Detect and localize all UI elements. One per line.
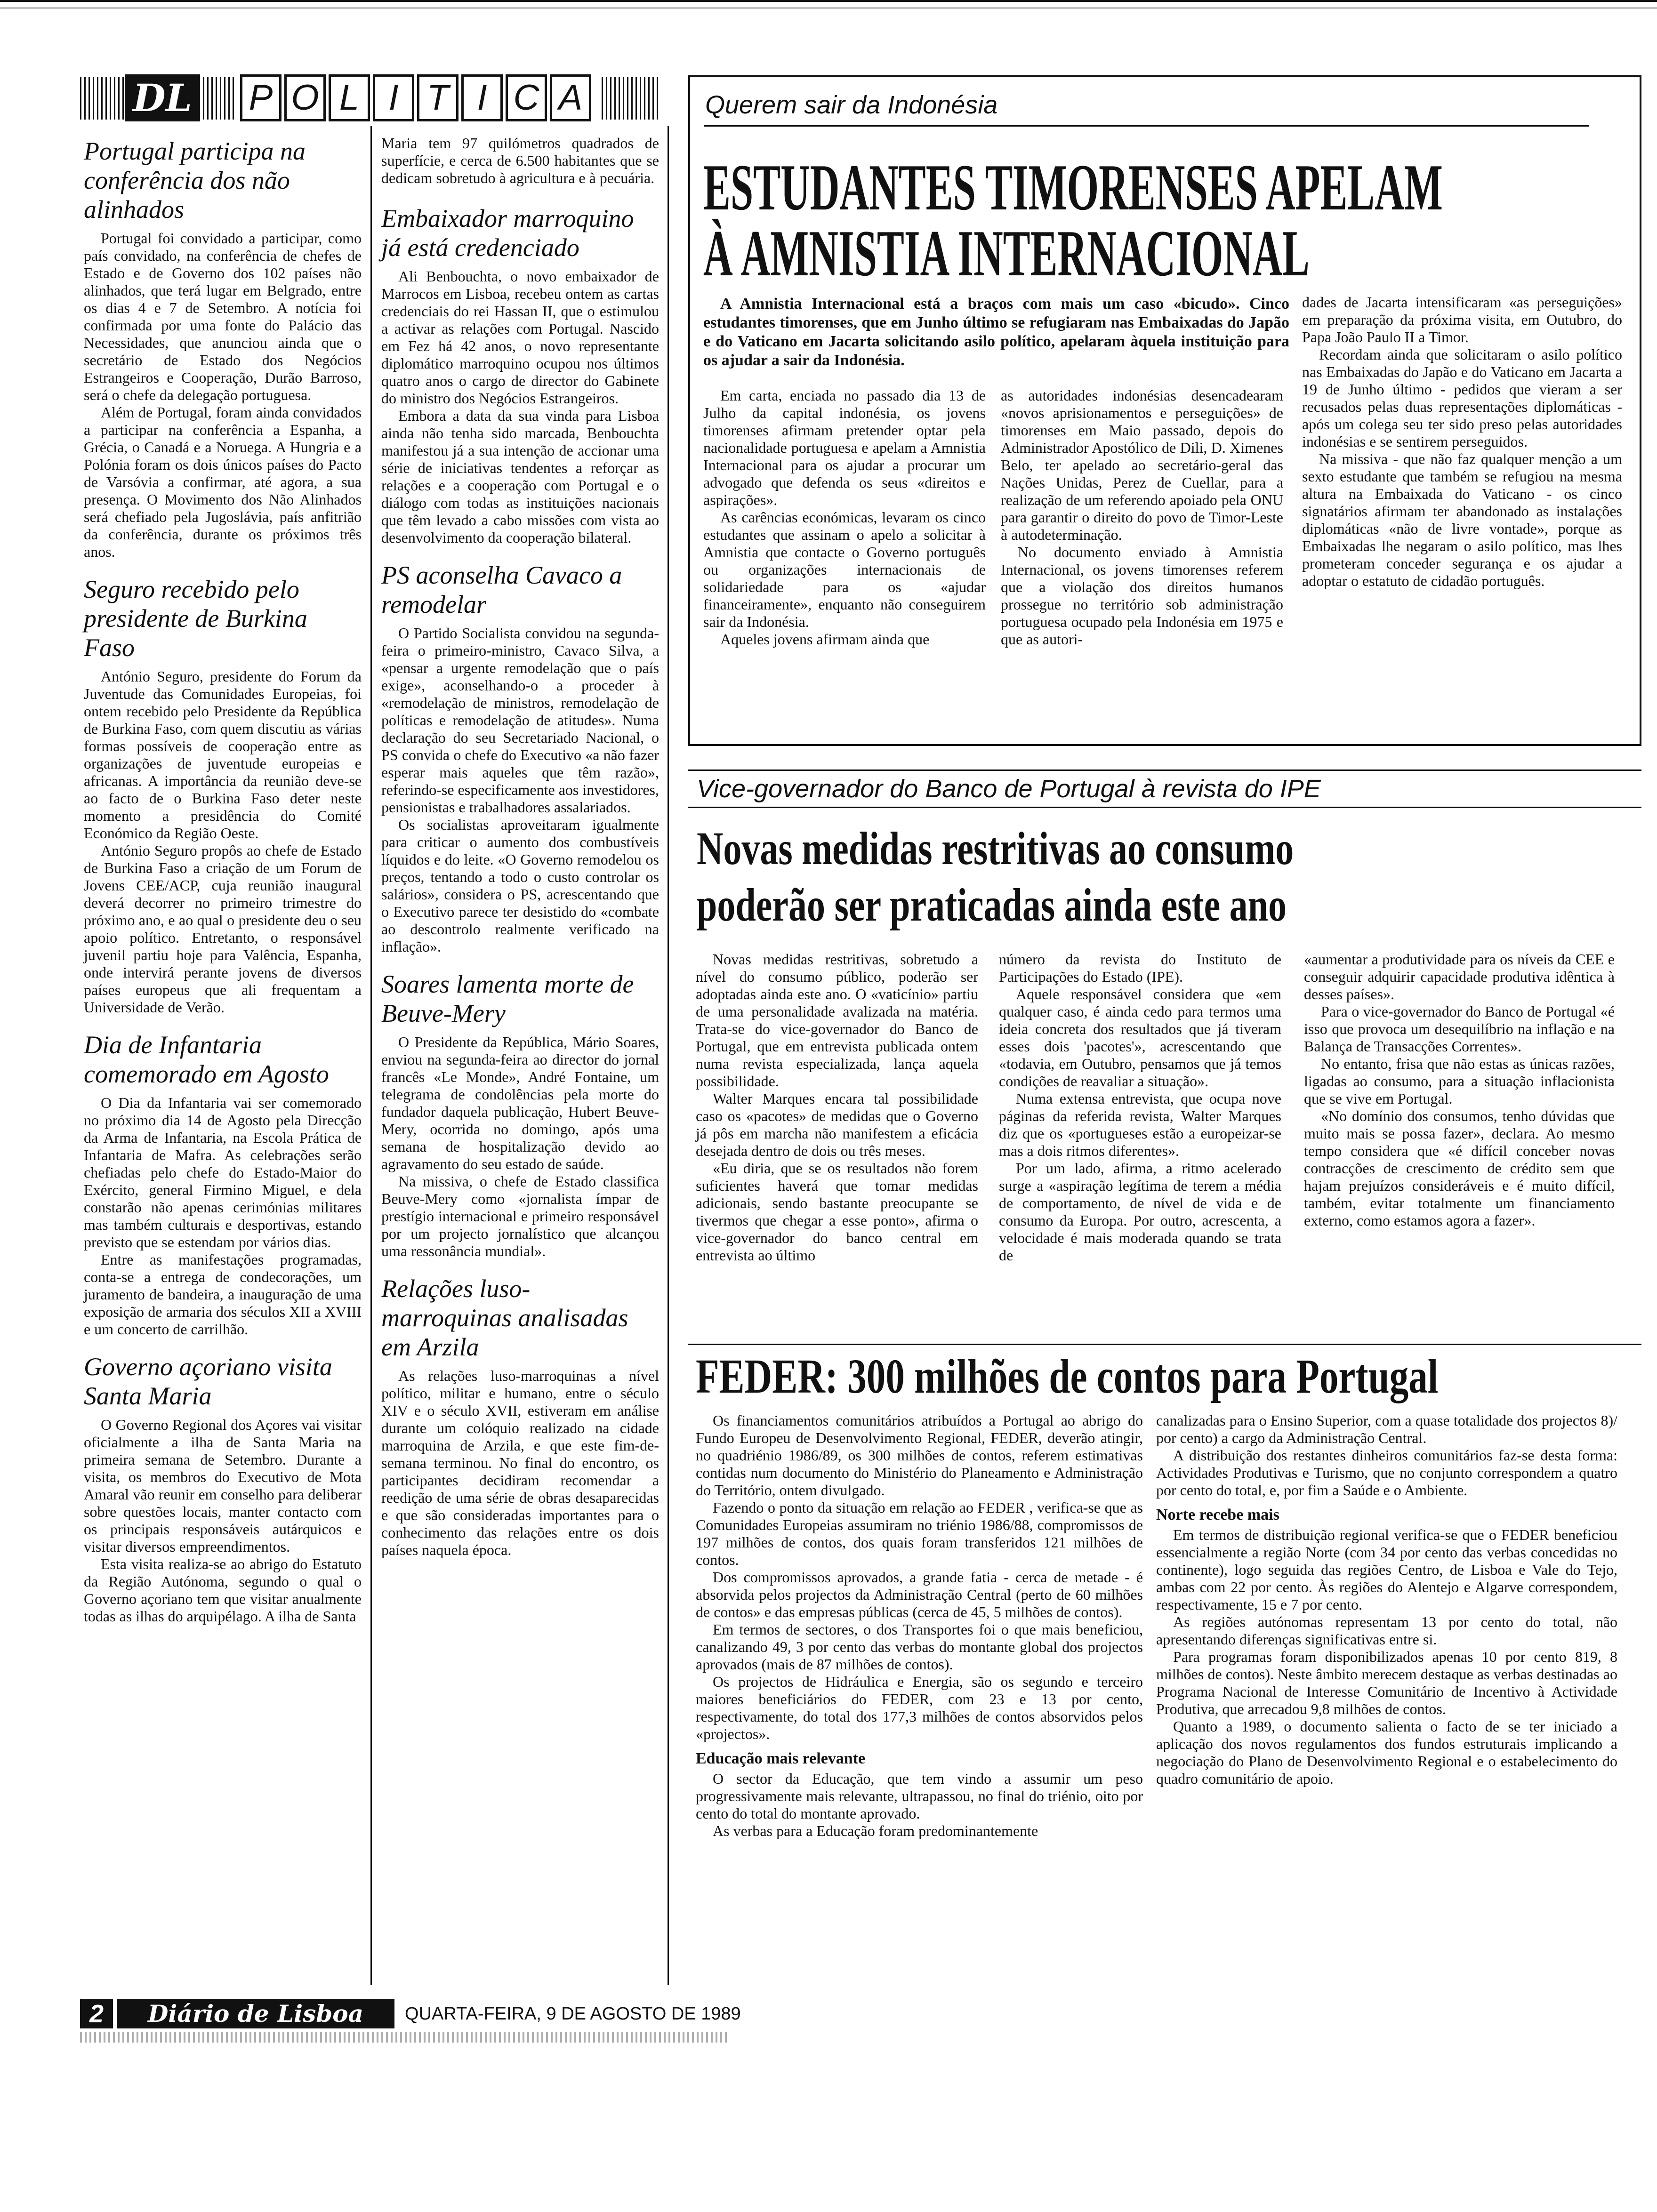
- brief-paragraph: António Seguro, presidente do Forum da Juventude das Comunidades Europeias, foi ontem recebido pelo Presidente da República de Burkina Faso, com quem discutiu as várias formas possíveis de cooperação entre as organizações de juventude europeias e africanas. A importância da reunião deve-se ao facto de o Burkina Faso deter neste momento a presidência do Comité Económico da Região Oeste.: [84, 668, 362, 842]
- brief-paragraph: As relações luso-marroquinas a nível político, militar e humano, entre o século XIV e o século XVII, estiveram em análise durante um colóquio realizado na cidade marroquina de Arzila, e que este fim-de-semana terminou. No final do encontro, os participantes decidiram recomendar a reedição de uma série de obras desaparecidas e que são consideradas importantes para o conhecimento das relações entre os dois países naquela época.: [381, 1367, 659, 1558]
- article-paragraph: Aquele responsável considera que «em qualquer caso, é ainda cedo para termos uma ideia concreta dos resultados que já tiveram esses dois 'pacotes'», acrescentando que «todavia, em Outubro, pensamos que já temos condições de reavaliar a situação».: [999, 986, 1281, 1090]
- article-paragraph: Novas medidas restritivas, sobretudo a nível do consumo público, poderão ser adoptadas ainda este ano. O «vaticínio» partiu de uma personalidade avalizada na matéria. Trata-se do vice-governador do Banco de Portugal, que em entrevista publicada ontem numa revista especializada, lança aquela possibilidade.: [696, 951, 978, 1090]
- banco-headline-line1: Novas medidas restritivas ao consumo: [697, 822, 1294, 874]
- masthead-logo: [125, 74, 200, 121]
- timor-headline-line2: À AMNISTIA INTERNACIONAL: [703, 217, 1310, 290]
- article-paragraph: Recordam ainda que solicitaram o asilo político nas Embaixadas do Japão e do Vaticano em Jacarta a 19 de Junho último - pedidos que vieram a ser recusados pelas duas representações diplomáticas - após um colega seu ter sido preso pelas autoridades indonésias e se sentirem perseguidos.: [1302, 346, 1622, 450]
- brief-headline: Portugal participa na conferência dos não alinhados: [84, 137, 306, 224]
- feder-top-rule: [688, 1344, 1641, 1345]
- article-paragraph: Dos compromissos aprovados, a grande fatia - cerca de metade - é absorvida pelos projectos da Administração Central (perto de 60 milhões de contos» e das empresas públicas (cerca de 45, 5 milhões de contos).: [696, 1569, 1143, 1620]
- article-paragraph: As carências económicas, levaram os cinco estudantes que assinam o apelo a solicitar à Amnistia que contacte o Governo português ou organizações internacionais de solidariedade para os «ajudar financeiramente», enquanto não conseguirem sair da Indonésia.: [703, 509, 986, 630]
- section-letter: T: [417, 74, 458, 121]
- column-divider-2: [668, 126, 669, 1985]
- top-border-rule: [0, 0, 1657, 2]
- left-column-1: [84, 136, 362, 1639]
- footer-page-number: 2: [80, 1999, 113, 2028]
- left-column-2: [381, 135, 659, 1573]
- feder-subhead: Norte recebe mais: [1156, 1506, 1279, 1523]
- banco-column-1: [696, 951, 978, 1264]
- brief-headline: Relações luso-marroquinas analisadas em Arzila: [381, 1274, 628, 1361]
- article-paragraph: «Eu diria, que se os resultados não forem suficientes haverá que tomar medidas adicionais, sendo bastante preocupante se tivermos que chegar a esse ponto», afirma o vice-governador do banco central em entrevista ao último: [696, 1160, 978, 1264]
- article-paragraph: número da revista do Instituto de Participações do Estado (IPE).: [999, 951, 1281, 985]
- section-letter: A: [550, 74, 591, 121]
- article-paragraph: Em termos de distribuição regional verifica-se que o FEDER beneficiou essencialmente a região Norte (com 34 por cento das verbas concedidas no continente), logo seguida das regiões Centro, de Lisboa e Vale do Tejo, ambas com 22 por cento. Às regiões do Alentejo e Algarve correspondem, respectivamente, 15 e 7 por cento.: [1156, 1526, 1617, 1613]
- brief-paragraph: O Partido Socialista convidou na segunda-feira o primeiro-ministro, Cavaco Silva, a «pensar a urgente remodelação que o país exige», aconselhando-o a proceder à «remodelação de ministros, remodelação de políticas e remodelação de atitudes». Numa declaração do seu Secretariado Nacional, o PS convida o chefe do Executivo «a não fazer esperar mais aqueles que têm razão», referindo-se especificamente aos investidores, pensionistas e trabalhadores assalariados.: [381, 625, 659, 816]
- article-paragraph: As verbas para a Educação foram predominantemente: [713, 1822, 1038, 1839]
- article-paragraph: Na missiva - que não faz qualquer menção a um sexto estudante que também se refugiou na mesma altura na Embaixada do Vaticano - os cinco signatários afirmam ter abandonado as instalações diplomáticas «não de livre vontade», porque as Embaixadas lhe negaram o asilo político, mas lhes prometeram conceder segurança e os ajudar a adoptar o estatuto de cidadão português.: [1302, 450, 1622, 589]
- section-letter: I: [461, 74, 503, 121]
- feder-column-1: [696, 1412, 1143, 1840]
- brief-body: [381, 1034, 659, 1260]
- article-paragraph: Em termos de sectores, o dos Transportes foi o que mais beneficiou, canalizando 49, 3 por cento das verbas do montante global dos projectos aprovados (mais de 87 milhões de contos).: [696, 1621, 1143, 1673]
- brief-body: [84, 1094, 362, 1338]
- article-paragraph: canalizadas para o Ensino Superior, com a quase totalidade dos projectos 8)/ por cento) a cargo da Administração Central.: [1156, 1412, 1617, 1446]
- brief-article: [381, 1274, 659, 1559]
- feder-subhead: Educação mais relevante: [696, 1750, 866, 1767]
- timor-headline-line1: ESTUDANTES TIMORENSES APELAM: [703, 151, 1443, 224]
- article-paragraph: Fazendo o ponto da situação em relação ao FEDER , verifica-se que as Comunidades Europeias assumiram no triénio 1986/88, compromissos de 197 milhões de contos, dos quais foram transferidos 121 milhões de contos.: [696, 1499, 1143, 1568]
- article-paragraph: Walter Marques encara tal possibilidade caso os «pacotes» de medidas que o Governo já pôs em marcha não manifestem a eficácia desejada dentro de dois ou três meses.: [696, 1090, 978, 1159]
- continued-text: Maria tem 97 quilómetros quadrados de superfície, e cerca de 6.500 habitantes que se dedicam sobretudo à agricultura e à pecuária.: [381, 135, 659, 186]
- banco-column-2: [999, 951, 1281, 1264]
- article-paragraph: As regiões autónomas representam 13 por cento do total, não apresentando diferenças significativas entre si.: [1156, 1613, 1617, 1648]
- brief-paragraph: Portugal foi convidado a participar, como país convidado, na conferência de chefes de Estado e de Governo dos 102 países não alinhados, que terá lugar em Belgrado, entre os dias 4 e 7 de Setembro. A notícia foi confirmada por uma fonte do Palácio das Necessidades, que anunciou ainda que o secretário de Estado dos Negócios Estrangeiros e Cooperação, Durão Barroso, será o chefe da delegação portuguesa.: [84, 230, 362, 403]
- masthead-hatch-right: [602, 77, 658, 120]
- banco-kicker-underline: [688, 807, 1641, 808]
- brief-headline: Seguro recebido pelo presidente de Burkina Faso: [84, 575, 307, 662]
- timor-column-2: [1001, 387, 1283, 648]
- article-paragraph: A distribuição dos restantes dinheiros comunitários faz-se desta forma: Actividades Produtivas e Turismo, que no conjunto correspondem a quatro por cento do total, e, por fim a Saúde e o Ambiente.: [1156, 1447, 1617, 1499]
- article-paragraph: Aqueles jovens afirmam ainda que: [720, 631, 930, 648]
- brief-article: [381, 970, 659, 1260]
- timor-column-1: [703, 387, 986, 648]
- section-title-letters: [240, 74, 594, 121]
- banco-column-3: [1304, 951, 1615, 1229]
- brief-paragraph: Os socialistas aproveitaram igualmente para criticar o aumento dos combustíveis líquidos e do leite. «O Governo remodelou os preços, tentando a todo o custo controlar os salários», considera o PS, acrescentando que o Executivo parece ter desistido do «combate ao descontrolo realmente verificado na inflação».: [381, 816, 659, 955]
- brief-body: [381, 1367, 659, 1559]
- feder-column-2: [1156, 1412, 1617, 1787]
- article-paragraph: «aumentar a produtividade para os níveis da CEE e conseguir adquirir capacidade produtiva idêntica à desses países».: [1304, 951, 1615, 1002]
- brief-body: [84, 230, 362, 561]
- brief-article: [84, 1030, 362, 1338]
- brief-body: [381, 268, 659, 546]
- brief-paragraph: Embora a data da sua vinda para Lisboa ainda não tenha sido marcada, Benbouchta manifestou já a sua intenção de accionar uma série de iniciativas tendentes a reforçar as relações e a cooperação com Portugal e o diálogo com todas as instituições nacionais que têm levado a cabo missões com vista ao desenvolvimento da cooperação bilateral.: [381, 407, 659, 546]
- section-letter: P: [240, 74, 282, 121]
- article-paragraph: Para programas foram disponibilizados apenas 10 por cento 819, 8 milhões de contos). Neste âmbito merecem destaque as verbas destinadas ao Programa Nacional de Interesse Comunitário de Incentivo à Actividade Produtiva, que arrecadou 9,8 milhões de contos.: [1156, 1648, 1617, 1717]
- brief-paragraph: António Seguro propôs ao chefe de Estado de Burkina Faso a criação de um Forum de Jovens CEE/ACP, cuja reunião inaugural deverá decorrer no primeiro trimestre do próximo ano, e ao qual o presidente deu o seu apoio político. Entretanto, o responsável juvenil partiu hoje para Valência, Espanha, onde intervirá perante jovens de diversos países europeus que ali frequentam a Universidade de Verão.: [84, 842, 362, 1016]
- brief-headline: Governo açoriano visita Santa Maria: [84, 1353, 332, 1410]
- article-paragraph: Os financiamentos comunitários atribuídos a Portugal ao abrigo do Fundo Europeu de Desenvolvimento Regional, FEDER, deverão atingir, no quadriénio 1986/89, os 300 milhões de contos, referem estimativas contidas num documento do Ministério do Planeamento e Administração do Território, ontem divulgado.: [696, 1412, 1143, 1499]
- brief-paragraph: O Governo Regional dos Açores vai visitar oficialmente a ilha de Santa Maria na primeira semana de Setembro. Durante a visita, os membros do Executivo de Mota Amaral vão reunir em conselho para deliberar sobre questões locais, manter contacto com os principais responsáveis autárquicos e visitar diversos empreendimentos.: [84, 1416, 362, 1555]
- article-paragraph: Os projectos de Hidráulica e Energia, são os segundo e terceiro maiores beneficiários do FEDER, com 23 e 13 por cento, respectivamente, do total dos 177,3 milhões de contos absorvidos pelos «projectos».: [696, 1673, 1143, 1742]
- article-paragraph: «No domínio dos consumos, tenho dúvidas que muito mais se possa fazer», declara. Ao mesmo tempo considera que «é difícil conceber novas contracções de crescimento de crédito sem que hajam prejuízos consideráveis e é muito difícil, também, evitar totalmente um financiamento externo, como estamos agora a fazer».: [1304, 1107, 1615, 1229]
- article-paragraph: dades de Jacarta intensificaram «as perseguições» em preparação da próxima visita, em Outubro, do Papa João Paulo II a Timor.: [1302, 294, 1622, 345]
- timor-article-box: [688, 75, 1641, 746]
- brief-article: [84, 136, 362, 561]
- brief-headline: Soares lamenta morte de Beuve-Mery: [381, 970, 634, 1027]
- masthead-logo-text: DL: [133, 76, 192, 120]
- brief-article: [84, 1352, 362, 1625]
- section-letter: C: [506, 74, 547, 121]
- footer-date: QUARTA-FEIRA, 9 DE AGOSTO DE 1989: [405, 2004, 741, 2024]
- timor-column-3: [1302, 294, 1622, 590]
- timor-kicker-underline: [704, 125, 1589, 127]
- article-paragraph: Para o vice-governador do Banco de Portugal «é isso que provoca um desequilíbrio na inflação e na Balança de Transacções Correntes».: [1304, 1003, 1615, 1055]
- brief-article: [84, 575, 362, 1016]
- brief-body: [381, 625, 659, 955]
- article-paragraph: Em carta, enciada no passado dia 13 de Julho da capital indonésia, os jovens timorenses afirmam pretender optar pela nacionalidade portuguesa e apelam a Amnistia Internacional para os ajudar a procurar um advogado que defenda os seus «direitos e aspirações».: [703, 387, 986, 508]
- article-paragraph: No documento enviado à Amnistia Internacional, os jovens timorenses referem que a violação dos direitos humanos prossegue no território sob administração portuguesa ocupado pela Indonésia em 1975 e que as autori-: [1001, 544, 1283, 648]
- brief-paragraph: O Dia da Infantaria vai ser comemorado no próximo dia 14 de Agosto pela Direcção da Arma de Infantaria, na Escola Prática de Infantaria de Mafra. As celebrações serão chefiadas pelo chefe do Estado-Maior do Exército, general Firmino Miguel, e dela constarão não apenas cerimónias militares mas também culturais e desportivas, estando previsto que se estendam por vários dias.: [84, 1094, 362, 1250]
- brief-paragraph: Além de Portugal, foram ainda convidados a participar na conferência a Espanha, a Grécia, o Canadá e a Noruega. A Hungria e a Polónia foram os dois únicos países do Pacto de Varsóvia a confirmar, até agora, a sua presença. O Movimento dos Não Alinhados será chefiado pela Jugoslávia, país anfitrião da conferência, durante os próximos três anos.: [84, 404, 362, 560]
- section-letter: L: [329, 74, 370, 121]
- brief-paragraph: O Presidente da República, Mário Soares, enviou na segunda-feira ao director do jornal francês «Le Monde», André Fontaine, um telegrama de condolências pela morte do fundador daquela publicação, Hubert Beuve-Mery, ocorrida no domingo, após uma semana de hospitalização devido ao agravamento do seu estado de saúde.: [381, 1034, 659, 1172]
- brief-headline: PS aconselha Cavaco a remodelar: [381, 561, 622, 618]
- article-paragraph: No entanto, frisa que não estas as únicas razões, ligadas ao consumo, para a situação inflacionista que se vive em Portugal.: [1304, 1055, 1615, 1107]
- brief-paragraph: Entre as manifestações programadas, conta-se a entrega de condecorações, um juramento de bandeira, a inauguração de uma exposição de armaria dos séculos XII a XVIII e um concerto de carrilhão.: [84, 1251, 362, 1338]
- section-letter: O: [284, 74, 326, 121]
- article-paragraph: Por um lado, afirma, a ritmo acelerado surge a «aspiração legítima de terem a média de comportamento, de nível de vida e de consumo da Europa. Por outro, acrescenta, a velocidade é mais moderada quando se trata de: [999, 1160, 1281, 1264]
- footer: [80, 1999, 786, 2028]
- brief-article: [381, 204, 659, 546]
- section-masthead: [80, 74, 659, 122]
- brief-article: [381, 561, 659, 955]
- brief-headline: Embaixador marroquino já está credenciado: [381, 204, 634, 262]
- banco-top-rule: [688, 769, 1641, 771]
- timor-lead: A Amnistia Internacional está a braços com mais um caso «bicudo». Cinco estudantes timorenses, que em Junho último se refugiaram nas Embaixadas do Japão e do Vaticano em Jacarta solicitando asilo político, apelaram àquela instituição para os ajudar a sair da Indonésia.: [703, 295, 1289, 369]
- column-divider-1: [370, 126, 372, 1985]
- brief-paragraph: Na missiva, o chefe de Estado classifica Beuve-Mery como «jornalista ímpar de prestígio internacional e primeiro responsável por um projecto jornalístico que alcançou uma ressonância mundial».: [381, 1173, 659, 1259]
- article-paragraph: O sector da Educação, que tem vindo a assumir um peso progressivamente mais relevante, ultrapassou, no final do triénio, oito por cento do total do montante aprovado.: [696, 1770, 1143, 1822]
- brief-headline: Dia de Infantaria comemorado em Agosto: [84, 1031, 329, 1088]
- article-paragraph: Quanto a 1989, o documento salienta o facto de se ter iniciado a aplicação dos novos regulamentos dos fundos estruturais implicando a negociação do Plano de Desenvolvimento Regional e o estabelecimento do quadro comunitário de apoio.: [1156, 1718, 1617, 1787]
- brief-body: [84, 668, 362, 1016]
- brief-paragraph: Esta visita realiza-se ao abrigo do Estatuto da Região Autónoma, segundo o qual o Governo açoriano tem que visitar anualmente todas as ilhas do arquipélago. A ilha de Santa: [84, 1555, 362, 1625]
- article-paragraph: as autoridades indonésias desencadearam «novos aprisionamentos e perseguições» de timorenses em Maio passado, depois do Administrador Apostólico de Dili, D. Ximenes Belo, ter apelado ao secretário-geral das Nações Unidas, Perez de Cuellar, para a realização de um referendo apoiado pela ONU para garantir o direito do povo de Timor-Leste à autodeterminação.: [1001, 387, 1283, 543]
- section-letter: I: [373, 74, 414, 121]
- footer-underline: [80, 2032, 730, 2043]
- banco-kicker: Vice-governador do Banco de Portugal à revista do IPE: [697, 775, 1321, 803]
- footer-newspaper-name: Diário de Lisboa: [117, 1999, 394, 2028]
- article-paragraph: Numa extensa entrevista, que ocupa nove páginas da referida revista, Walter Marques diz que os «portugueses estão a europeizar-se mas a dois ritmos diferentes».: [999, 1090, 1281, 1159]
- brief-body: [84, 1416, 362, 1625]
- feder-headline: FEDER: 300 milhões de contos para Portugal: [696, 1349, 1439, 1403]
- banco-headline-line2: poderão ser praticadas ainda este ano: [697, 879, 1287, 931]
- timor-kicker: Querem sair da Indonésia: [705, 91, 998, 119]
- brief-paragraph: Ali Benbouchta, o novo embaixador de Marrocos em Lisboa, recebeu ontem as cartas credenciais do rei Hassan II, que o estimulou a activar as relações com Portugal. Nascido em Fez há 42 anos, o novo representante diplomático marroquino ocupou nos últimos quatro anos o cargo de director do Gabinete do ministro dos Negócios Estrangeiros.: [381, 268, 659, 407]
